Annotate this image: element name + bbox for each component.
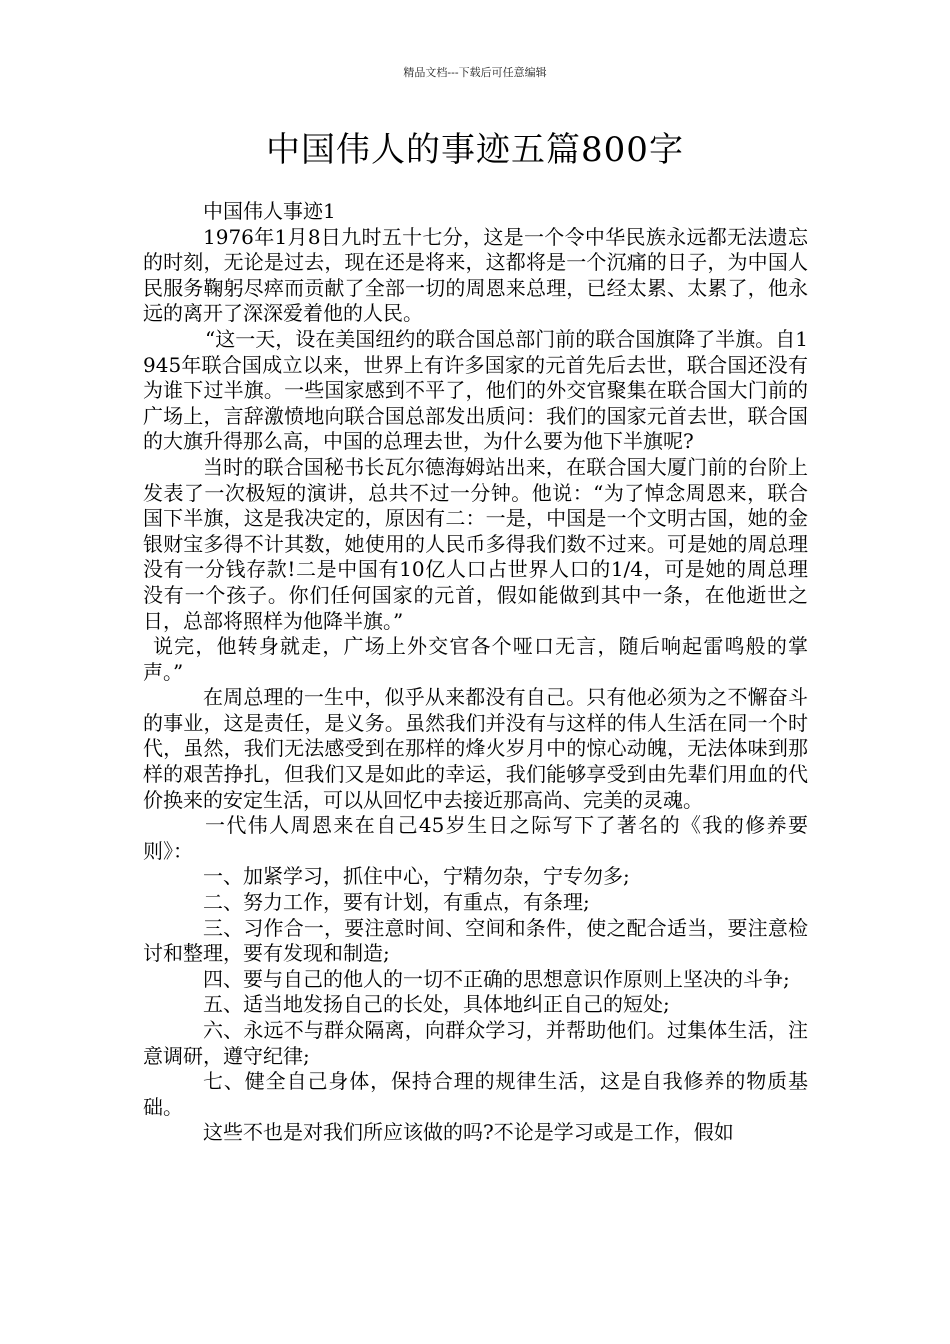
section-heading: 中国伟人事迹1 xyxy=(203,199,336,223)
rule-item-6: 六、永远不与群众隔离，向群众学习，并帮助他们。过集体生活，注意调研，遵守纪律; xyxy=(143,1018,808,1068)
rule-item-4: 四、要与自己的他人的一切不正确的思想意识作原则上坚决的斗争; xyxy=(203,966,790,991)
paragraph-4: 说完，他转身就走，广场上外交官各个哑口无言，随后响起雷鸣般的掌声。” xyxy=(143,634,808,684)
document-title: 中国伟人的事迹五篇800字 xyxy=(266,130,684,170)
paragraph-1: 1976年1月8日九时五十七分，这是一个令中华民族永远都无法遗忘的时刻，无论是过去，现在还是将来，这都将是一个沉痛的日子，为中国人民服务鞠躬尽瘁而贡献了全部一切的周恩来总理，已经太累、太累了，他永远的离开了深深爱着他的人民。 xyxy=(143,224,808,326)
rule-item-2: 二、努力工作，要有计划，有重点，有条理; xyxy=(203,890,590,915)
paragraph-5: 在周总理的一生中，似乎从来都没有自己。只有他必须为之不懈奋斗的事业，这是责任，是义务。虽然我们并没有与这样的伟人生活在同一个时代，虽然，我们无法感受到在那样的烽火岁月中的惊心动魄，无法体味到那样的艰苦挣扎，但我们又是如此的幸运，我们能够享受到由先辈们用血的代价换来的安定生活，可以从回忆中去接近那高尚、完美的灵魂。 xyxy=(143,685,808,812)
header-note: 精品文档---下载后可任意编辑 xyxy=(403,66,547,79)
paragraph-6: 一代伟人周恩来在自己45岁生日之际写下了著名的《我的修养要则》： xyxy=(143,813,808,863)
rule-item-3: 三、习作合一，要注意时间、空间和条件，使之配合适当，要注意检讨和整理，要有发现和制造; xyxy=(143,915,808,966)
rule-item-7: 七、健全自己身体，保持合理的规律生活，这是自我修养的物质基础。 xyxy=(143,1069,808,1119)
rule-item-1: 一、加紧学习，抓住中心，宁精勿杂，宁专勿多; xyxy=(203,864,630,889)
paragraph-2: “这一天，设在美国纽约的联合国总部门前的联合国旗降了半旗。自1945年联合国成立以来，世界上有许多国家的元首先后去世，联合国还没有为谁下过半旗。一些国家感到不平了，他们的外交官聚集在联合国大门前的广场上，言辞激愤地向联合国总部发出质问：我们的国家元首去世，联合国的大旗升得那么高，中国的总理去世，为什么要为他下半旗呢? xyxy=(143,326,808,454)
rule-item-5: 五、适当地发扬自己的长处，具体地纠正自己的短处; xyxy=(203,992,670,1017)
document-body xyxy=(143,199,808,1146)
paragraph-3: 当时的联合国秘书长瓦尔德海姆站出来，在联合国大厦门前的台阶上发表了一次极短的演讲，总共不过一分钟。他说：“为了悼念周恩来，联合国下半旗，这是我决定的，原因有二：一是，中国是一个文明古国，她的金银财宝多得不计其数，她使用的人民币多得我们数不过来。可是她的周总理没有一分钱存款!二是中国有10亿人口占世界人口的1/4，可是她的周总理没有一个孩子。你们任何国家的元首，假如能做到其中一条，在他逝世之日，总部将照样为他降半旗。” xyxy=(143,454,808,633)
closing-paragraph: 这些不也是对我们所应该做的吗?不论是学习或是工作，假如 xyxy=(203,1120,734,1145)
